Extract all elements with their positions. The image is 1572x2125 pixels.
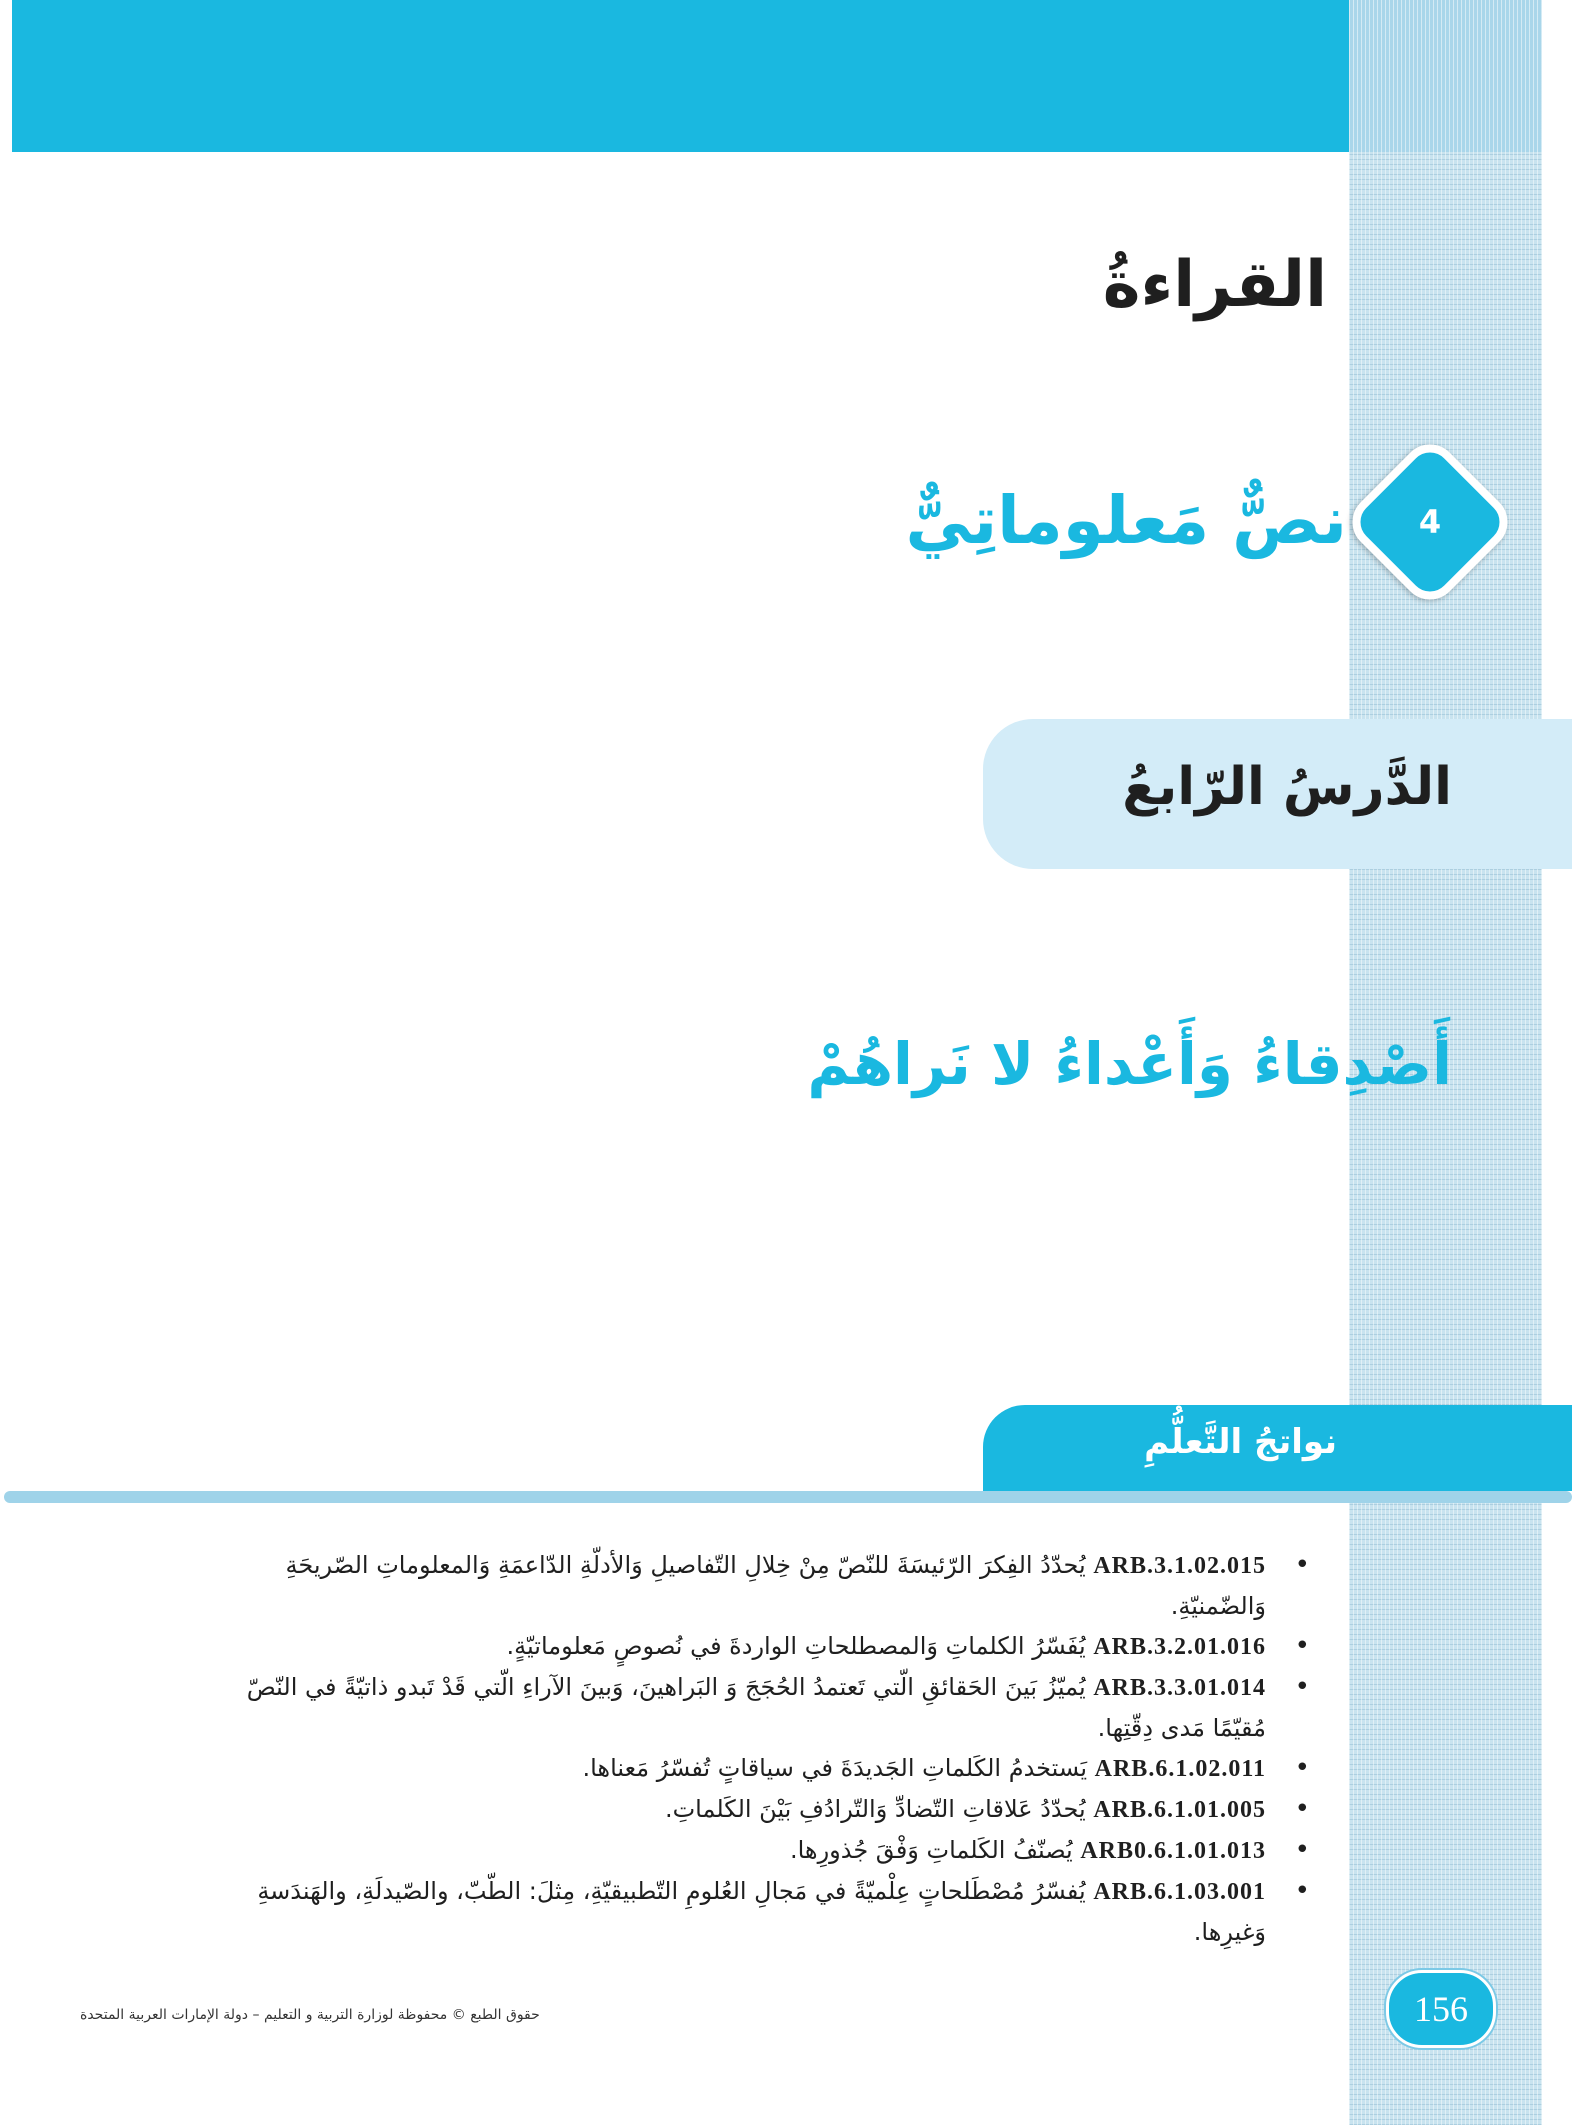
section-title: القراءةُ bbox=[1102, 248, 1327, 322]
copyright-notice: حقوق الطبع © محفوظة لوزارة التربية و التعليم – دولة الإمارات العربية المتحدة bbox=[80, 2007, 540, 2023]
outcome-text: يَستخدمُ الكَلماتِ الجَديدَةَ في سياقاتٍ تُفسّرُ مَعناها. bbox=[582, 1754, 1087, 1782]
outcome-text: يُحدّدُ الفِكرَ الرّئيسَةَ للنّصّ مِنْ خِلالِ التّفاصيلِ وَالأدلّةِ الدّاعمَةِ وَالمعلوماتِ الصّريحَةِ وَالضّمنيّةِ. bbox=[285, 1551, 1266, 1620]
outcome-code: ARB.6.1.01.005 bbox=[1093, 1797, 1266, 1823]
lesson-label: الدَّرسُ الرّابعُ bbox=[1122, 757, 1452, 817]
outcome-code: ARB0.6.1.01.013 bbox=[1080, 1838, 1266, 1864]
top-banner bbox=[12, 0, 1537, 152]
outcome-item bbox=[192, 1545, 1312, 1626]
outcome-text: يُفَسّرُ الكلماتِ وَالمصطلحاتِ الواردةَ في نُصوصٍ مَعلوماتيّةٍ. bbox=[506, 1632, 1086, 1660]
outcome-code: ARB.6.1.02.011 bbox=[1094, 1756, 1266, 1782]
outcome-code: ARB.3.3.01.014 bbox=[1093, 1675, 1266, 1701]
outcome-item bbox=[192, 1626, 1312, 1667]
outcome-text: يُصنّفُ الكَلماتِ وَفْقَ جُذورِها. bbox=[789, 1836, 1073, 1864]
unit-number: 4 bbox=[1418, 503, 1442, 541]
outcome-text: يُميّزُ بَينَ الحَقائقِ الّتي تَعتمدُ الحُجَجَ وَ البَراهينَ، وَبينَ الآراءِ الّتي قَدْ تَبدو ذاتيّةً في النّصّ مُقيّمًا مَدى دِقّتِها. bbox=[246, 1673, 1266, 1742]
outcome-item bbox=[192, 1748, 1312, 1789]
learning-outcomes-header: نواتجُ التَّعلُّمِ bbox=[1144, 1422, 1337, 1462]
outcome-text: يُحدّدُ عَلاقاتِ التّضادِّ وَالتّرادُفِ بَيْنَ الكَلماتِ. bbox=[664, 1795, 1086, 1823]
side-strip-top bbox=[1349, 0, 1542, 152]
outcome-item bbox=[192, 1667, 1312, 1748]
unit-title: نصٌّ مَعلوماتِيٌّ bbox=[905, 482, 1347, 559]
outcome-text: يُفسّرُ مُصْطَلحاتٍ عِلْميّةً في مَجالِ العُلومِ التّطبيقيّةِ، مِثلَ: الطّبّ، والصّيدلَةِ، والهَندَسةِ وَغيرِها. bbox=[257, 1877, 1266, 1946]
lesson-title: أَصْدِقاءُ وَأَعْداءُ لا نَراهُمْ bbox=[807, 1030, 1452, 1098]
outcome-item bbox=[192, 1871, 1312, 1952]
outcome-code: ARB.3.2.01.016 bbox=[1093, 1634, 1266, 1660]
outcome-code: ARB.3.1.02.015 bbox=[1093, 1553, 1266, 1579]
outcome-code: ARB.6.1.03.001 bbox=[1093, 1879, 1266, 1905]
learning-outcomes-divider bbox=[4, 1491, 1572, 1503]
outcome-item bbox=[192, 1789, 1312, 1830]
page-number: 156 bbox=[1414, 1989, 1468, 2029]
outcome-item bbox=[192, 1830, 1312, 1871]
learning-outcomes-list bbox=[192, 1545, 1312, 1952]
